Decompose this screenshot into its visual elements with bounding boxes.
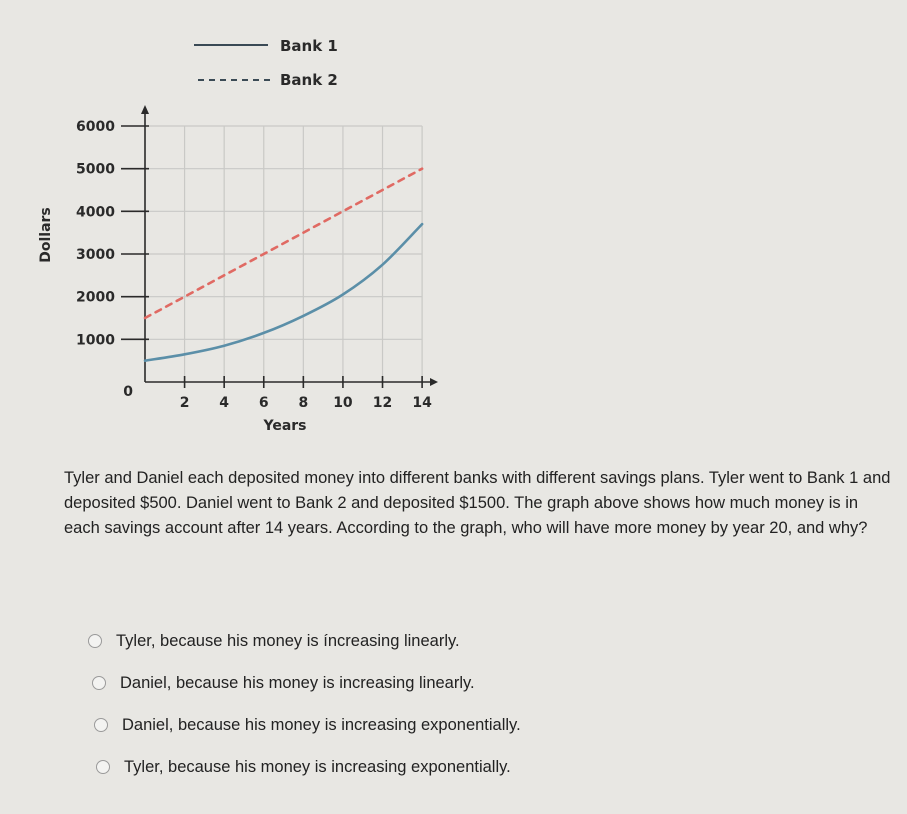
series <box>145 169 422 361</box>
option-2[interactable] <box>92 662 521 704</box>
option-3[interactable] <box>94 704 521 746</box>
x-axis-arrow <box>430 378 438 386</box>
y-tick-label: 6000 <box>76 119 115 135</box>
radio-button[interactable] <box>88 634 102 648</box>
x-tick-label: 12 <box>372 395 393 411</box>
option-label: Tyler, because his money is increasing exponentially. <box>124 757 511 776</box>
option-label: Daniel, because his money is increasing exponentially. <box>122 715 521 734</box>
x-tick-label: 2 <box>179 395 190 411</box>
radio-button[interactable] <box>94 718 108 732</box>
x-tick-label: 8 <box>298 395 309 411</box>
question-text: Tyler and Daniel each deposited money into different banks with different savings plans. Tyler went to Bank 1 and deposited $500. Daniel went to Bank 2 and deposited $1500. The graph above shows how much money is in each savings account after 14 years. According to the graph, who will have more money by year 20, and why? <box>64 469 891 537</box>
option-1[interactable] <box>88 620 521 662</box>
y-tick-label: 3000 <box>76 247 115 263</box>
grid <box>145 126 422 382</box>
y-tick-label: 0 <box>123 384 133 400</box>
y-tick-label: 5000 <box>76 161 115 178</box>
y-tick-label: 1000 <box>76 332 115 349</box>
y-axis-arrow <box>141 105 149 114</box>
radio-button[interactable] <box>92 676 106 690</box>
x-axis-label: Years <box>263 418 307 434</box>
legend-label-bank-2: Bank 2 <box>280 71 338 89</box>
option-label: Daniel, because his money is increasing linearly. <box>120 673 475 692</box>
answer-options <box>88 620 521 788</box>
legend <box>194 37 338 89</box>
legend-label-bank-1: Bank 1 <box>280 37 338 55</box>
x-tick-label: 10 <box>333 395 353 411</box>
radio-button[interactable] <box>96 760 110 774</box>
option-4[interactable] <box>96 746 521 788</box>
tick-labels <box>76 119 432 411</box>
y-tick-label: 4000 <box>76 204 115 221</box>
x-tick-label: 4 <box>219 395 230 411</box>
chart <box>0 0 470 450</box>
y-tick-label: 2000 <box>76 289 115 306</box>
x-tick-label: 6 <box>258 395 269 411</box>
axes <box>121 105 438 388</box>
x-tick-label: 14 <box>412 395 432 411</box>
y-axis-label: Dollars <box>38 207 54 263</box>
series-line-bank-2 <box>145 169 422 318</box>
option-label: Tyler, because his money is íncreasing linearly. <box>116 631 460 650</box>
